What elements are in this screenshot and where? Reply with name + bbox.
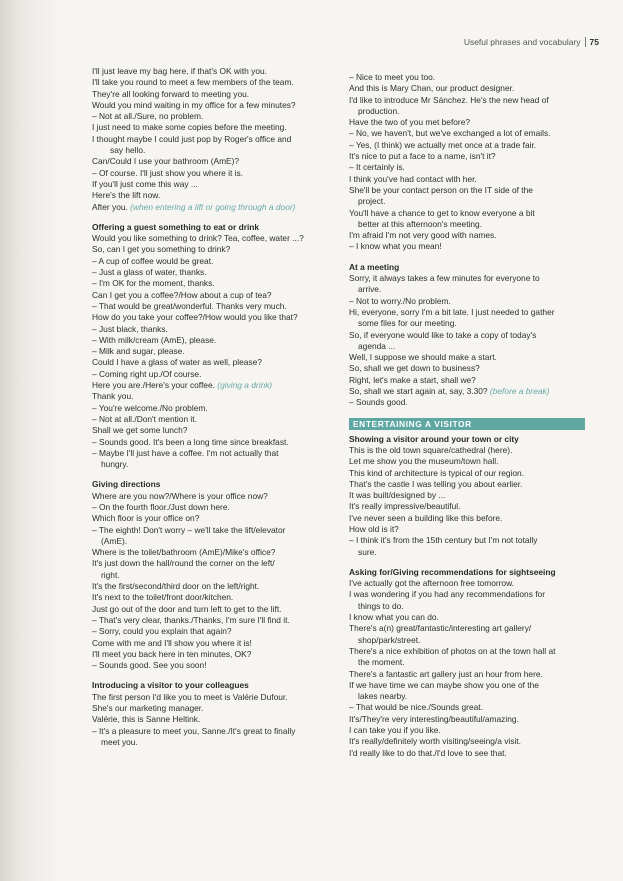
phrase-line: It's really/definitely worth visiting/seeing/a visit. — [349, 736, 521, 747]
phrase-line: I'm afraid I'm not very good with names. — [349, 230, 497, 241]
phrase-line: Would you like something to drink? Tea, coffee, water ...? — [92, 233, 304, 244]
phrase-line: arrive. — [358, 284, 382, 295]
phrase-line: Just go out of the door and turn left to get to the lift. — [92, 603, 282, 614]
page-header — [464, 37, 599, 47]
section-heading-meeting: At a meeting — [349, 261, 400, 272]
phrase-line: say hello. — [110, 145, 146, 156]
phrase-line: This kind of architecture is typical of our region. — [349, 467, 525, 478]
phrase-line: Which floor is your office on? — [92, 513, 200, 524]
phrase-line: I'll meet you back here in ten minutes, OK? — [92, 648, 252, 659]
phrase-line: – I think it's from the 15th century but I'm not totally — [349, 535, 538, 546]
phrase-line: Have the two of you met before? — [349, 117, 471, 128]
phrase-line: There's a(n) great/fantastic/interesting art gallery/ — [349, 623, 532, 634]
phrase-line: Here's the lift now. — [92, 190, 161, 201]
phrase-line: Valérie, this is Sanne Heltink. — [92, 714, 201, 725]
usage-note: (when entering a lift or going through a door) — [130, 201, 296, 212]
phrase-line: – Just a glass of water, thanks. — [92, 267, 207, 278]
phrase-line: sure. — [358, 546, 377, 557]
phrase-text: Here you are./Here's your coffee. — [92, 380, 215, 391]
phrase-line: – The eighth! Don't worry – we'll take the lift/elevator — [92, 524, 286, 535]
phrase-line: It's nice to put a face to a name, isn't it? — [349, 151, 496, 162]
right-column — [349, 72, 585, 759]
phrase-line: production. — [358, 105, 400, 116]
usage-note: (giving a drink) — [217, 380, 273, 391]
phrase-line: – On the fourth floor./Just down here. — [92, 501, 230, 512]
phrase-line: I've never seen a building like this before. — [349, 512, 503, 523]
phrase-line: You'll have a chance to get to know everyone a bit — [349, 207, 535, 218]
phrase-line: I'll take you round to meet a few members of the team. — [92, 77, 294, 88]
phrase-line: – That would be great/wonderful. Thanks very much. — [92, 300, 287, 311]
page-number: 75 — [589, 37, 599, 47]
section-heading-colleagues: Introducing a visitor to your colleagues — [92, 680, 249, 691]
phrase-line: shop/park/street. — [358, 634, 421, 645]
phrase-line: right. — [101, 569, 120, 580]
phrase-line: She'll be your contact person on the IT side of the — [349, 184, 533, 195]
phrase-line: agenda ... — [358, 340, 396, 351]
phrase-line: – Of course. I'll just show you where it is. — [92, 167, 244, 178]
section-heading-food: Offering a guest something to eat or drink — [92, 221, 260, 232]
usage-note: (before a break) — [489, 386, 550, 397]
phrase-line: things to do. — [358, 600, 404, 611]
phrase-line: – That would be nice./Sounds great. — [349, 702, 483, 713]
phrase-line: – I know what you mean! — [349, 241, 442, 252]
phrase-line: – No, we haven't, but we've exchanged a lot of emails. — [349, 128, 551, 139]
phrase-line: Come with me and I'll show you where it is! — [92, 637, 252, 648]
phrase-line: There's a fantastic art gallery just an hour from here. — [349, 668, 543, 679]
phrase-line: I thought maybe I could just pop by Roger's office and — [92, 133, 292, 144]
section-heading-sightseeing: Asking for/Giving recommendations for sightseeing — [349, 566, 556, 577]
section-heading-directions: Giving directions — [92, 479, 161, 490]
phrase-line: – Sounds good. — [349, 397, 408, 408]
phrase-line: It's next to the toilet/front door/kitchen. — [92, 592, 234, 603]
phrase-line: – Milk and sugar, please. — [92, 346, 185, 357]
phrase-line: – Not at all./Don't mention it. — [92, 413, 197, 424]
phrase-line: better at this afternoon's meeting. — [358, 218, 483, 229]
phrase-line: Well, I suppose we should make a start. — [349, 352, 497, 363]
phrase-line: Sorry, it always takes a few minutes for everyone to — [349, 273, 540, 284]
phrase-line: The first person I'd like you to meet is Valérie Dufour. — [92, 691, 288, 702]
phrase-line: – Sorry, could you explain that again? — [92, 626, 232, 637]
phrase-line: lakes nearby. — [358, 691, 408, 702]
phrase-line: meet you. — [101, 736, 138, 747]
section-band-entertaining: ENTERTAINING A VISITOR — [349, 418, 585, 430]
phrase-line: I just need to make some copies before the meeting. — [92, 122, 287, 133]
phrase-line: It's the first/second/third door on the left/right. — [92, 581, 260, 592]
phrase-line: That's the castle I was telling you about earlier. — [349, 478, 523, 489]
phrase-line: – It's a pleasure to meet you, Sanne./It's great to finally — [92, 725, 296, 736]
phrase-line: I'd like to introduce Mr Sánchez. He's the new head of — [349, 94, 549, 105]
phrase-line: I'd really like to do that./I'd love to see that. — [349, 747, 507, 758]
phrase-line: It was built/designed by ... — [349, 490, 446, 501]
phrase-line: (AmE). — [101, 535, 128, 546]
phrase-line: – I'm OK for the moment, thanks. — [92, 278, 215, 289]
phrase-line: – A cup of coffee would be great. — [92, 255, 214, 266]
phrase-line: Let me show you the museum/town hall. — [349, 456, 499, 467]
phrase-line: It's really impressive/beautiful. — [349, 501, 461, 512]
phrase-line: Hi, everyone, sorry I'm a bit late. I just needed to gather — [349, 306, 555, 317]
phrase-line: – Sounds good. See you soon! — [92, 660, 207, 671]
phrase-line: – Yes, (I think) we actually met once at a trade fair. — [349, 139, 537, 150]
phrase-line: – It certainly is. — [349, 162, 405, 173]
phrase-line: – Just black, thanks. — [92, 323, 168, 334]
phrase-line: It's just down the hall/round the corner on the left/ — [92, 558, 275, 569]
phrase-line: – Coming right up./Of course. — [92, 368, 202, 379]
phrase-text: After you. — [92, 201, 128, 212]
phrase-line: I know what you can do. — [349, 612, 439, 623]
phrase-line: some files for our meeting. — [358, 318, 457, 329]
phrase-line: They're all looking forward to meeting you. — [92, 88, 250, 99]
phrase-line: Thank you. — [92, 391, 134, 402]
phrase-line: – You're welcome./No problem. — [92, 402, 208, 413]
phrase-line: – Sounds good. It's been a long time since breakfast. — [92, 436, 289, 447]
left-column — [92, 66, 332, 748]
phrase-line: It's/They're very interesting/beautiful/amazing. — [349, 713, 519, 724]
phrase-line: So, shall we get down to business? — [349, 363, 480, 374]
phrase-line: She's our marketing manager. — [92, 703, 204, 714]
phrase-line-with-note — [349, 386, 585, 397]
phrase-line: If you'll just come this way ... — [92, 178, 198, 189]
phrase-line: – Maybe I'll just have a coffee. I'm not actually that — [92, 447, 279, 458]
phrase-line: So, can I get you something to drink? — [92, 244, 231, 255]
phrase-line: Where are you now?/Where is your office now? — [92, 490, 268, 501]
phrase-line: Right, let's make a start, shall we? — [349, 374, 476, 385]
phrase-line: This is the old town square/cathedral (here). — [349, 444, 513, 455]
phrase-text: So, shall we start again at, say, 3.30? — [349, 386, 488, 397]
phrase-line: Could I have a glass of water as well, please? — [92, 357, 262, 368]
running-title: Useful phrases and vocabulary — [463, 37, 581, 47]
phrase-line: – That's very clear, thanks./Thanks, I'm sure I'll find it. — [92, 614, 290, 625]
phrase-line: I'll just leave my bag here, if that's OK with you. — [92, 66, 267, 76]
phrase-line: So, if everyone would like to take a copy of today's — [349, 329, 537, 340]
header-divider — [585, 37, 586, 47]
phrase-line: project. — [358, 196, 386, 207]
phrase-line-with-note — [92, 202, 332, 213]
phrase-line: Can I get you a coffee?/How about a cup of tea? — [92, 289, 272, 300]
phrase-line: If we have time we can maybe show you one of the — [349, 679, 539, 690]
phrase-line: I think you've had contact with her. — [349, 173, 477, 184]
phrase-line: And this is Mary Chan, our product designer. — [349, 83, 515, 94]
phrase-line: Would you mind waiting in my office for a few minutes? — [92, 99, 296, 110]
phrase-line: I can take you if you like. — [349, 725, 441, 736]
phrase-line: – Not at all./Sure, no problem. — [92, 111, 204, 122]
phrase-line: There's a nice exhibition of photos on at the town hall at — [349, 645, 556, 656]
phrase-line: I was wondering if you had any recommendations for — [349, 589, 545, 600]
phrase-line: Shall we get some lunch? — [92, 425, 188, 436]
phrase-line: How old is it? — [349, 523, 399, 534]
phrase-line: – With milk/cream (AmE), please. — [92, 334, 217, 345]
phrase-line: – Nice to meet you too. — [349, 72, 436, 82]
section-heading-town: Showing a visitor around your town or city — [349, 433, 519, 444]
phrase-line: Can/Could I use your bathroom (AmE)? — [92, 156, 240, 167]
phrase-line: the moment. — [358, 657, 405, 668]
phrase-line: hungry. — [101, 459, 129, 470]
phrase-line-with-note — [92, 380, 332, 391]
phrase-line: I've actually got the afternoon free tomorrow. — [349, 578, 515, 589]
phrase-line: Where is the toilet/bathroom (AmE)/Mike's office? — [92, 547, 276, 558]
phrase-line: How do you take your coffee?/How would you like that? — [92, 312, 298, 323]
phrase-line: – Not to worry./No problem. — [349, 295, 451, 306]
